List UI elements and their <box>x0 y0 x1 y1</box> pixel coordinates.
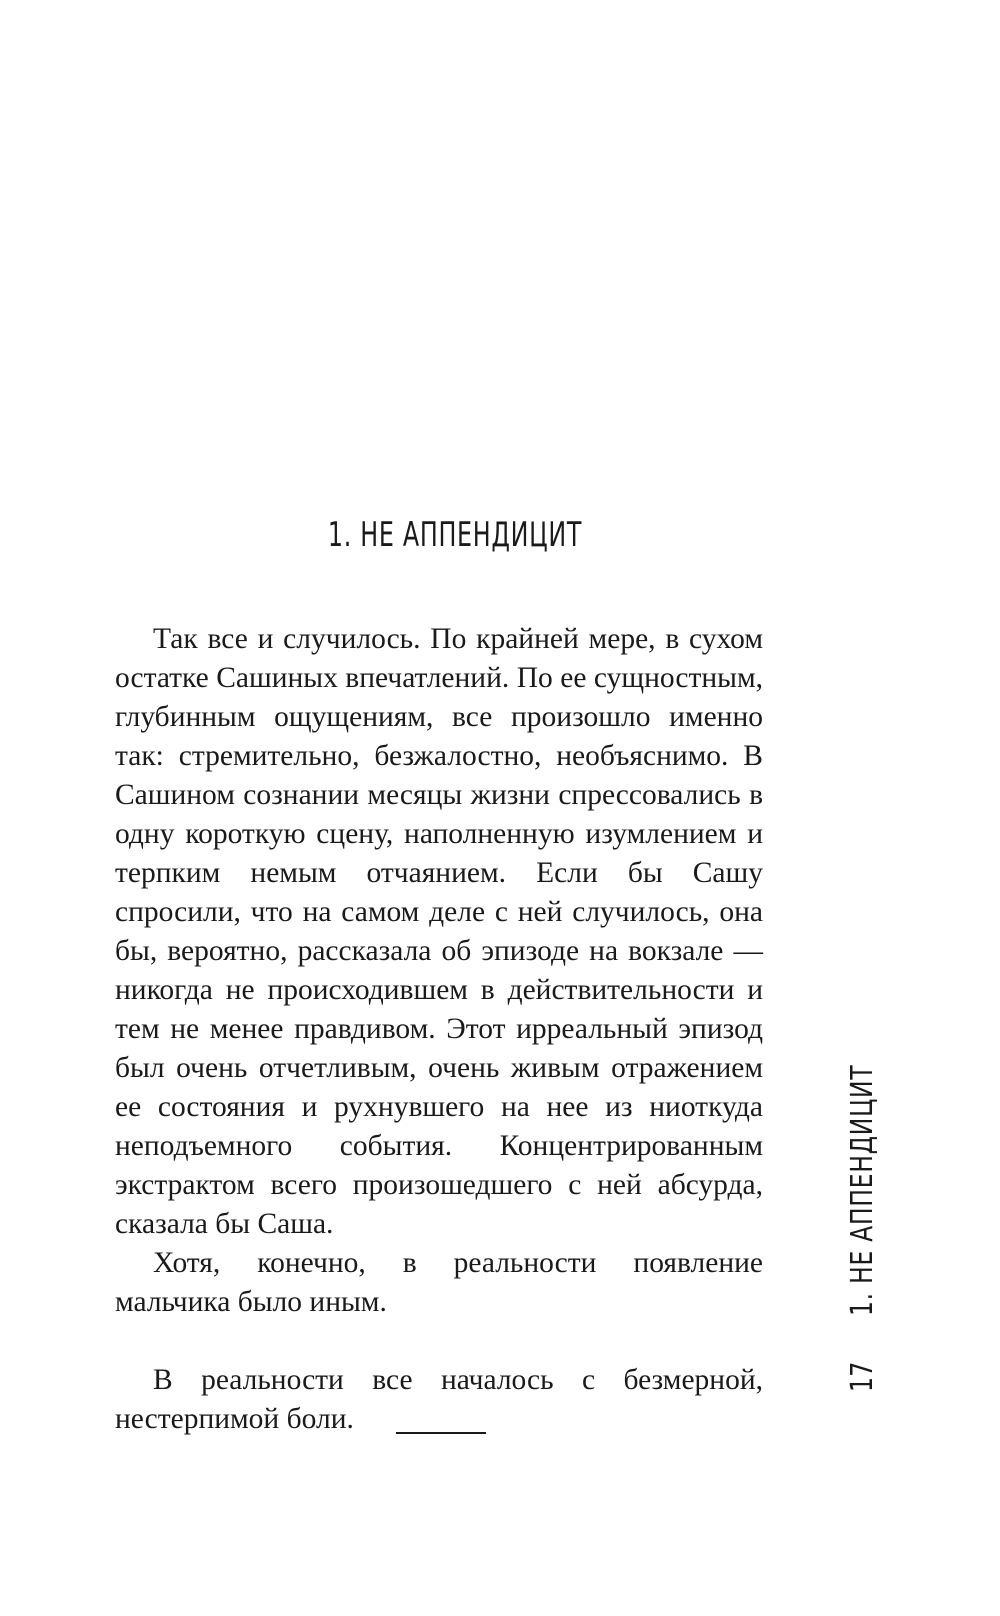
paragraph-1: Так все и случилось. По крайней мере, в сухом остатке Сашиных впечатлений. По ее сущностным, глубинным ощущениям, все произошло именно так: стремительно, безжалостно, необъяснимо. В Сашином сознании месяцы жизни спрессовались в одну короткую сцену, наполненную изумлением и терпким немым отчаянием. Если бы Сашу спросили, что на самом деле с ней случилось, она бы, вероятно, рассказала об эпизоде на вокзале — никогда не происходившем в действительности и тем не менее правдивом. Этот ирреальный эпизод был очень отчетливым, очень живым отражением ее состояния и рухнувшего на нее из ниоткуда неподъемного события. Концентрированным экстрактом всего произошедшего с ней абсурда, сказала бы Саша. <box>115 623 763 1240</box>
section-end-rule <box>396 1432 486 1434</box>
running-head-title: 1. НЕ АППЕНДИЦИТ <box>845 1064 880 1316</box>
chapter-body <box>115 620 763 1439</box>
running-head <box>845 994 880 1397</box>
chapter-title: 1. НЕ АППЕНДИЦИТ <box>327 515 583 555</box>
section-gap <box>115 1322 763 1361</box>
paragraph-2: Хотя, конечно, в реальности появление мальчика было иным. <box>115 1247 763 1318</box>
page-number: 17 <box>845 1361 880 1393</box>
paragraph-3: В реальности все началось с безмерной, нестерпимой боли. <box>115 1364 763 1435</box>
